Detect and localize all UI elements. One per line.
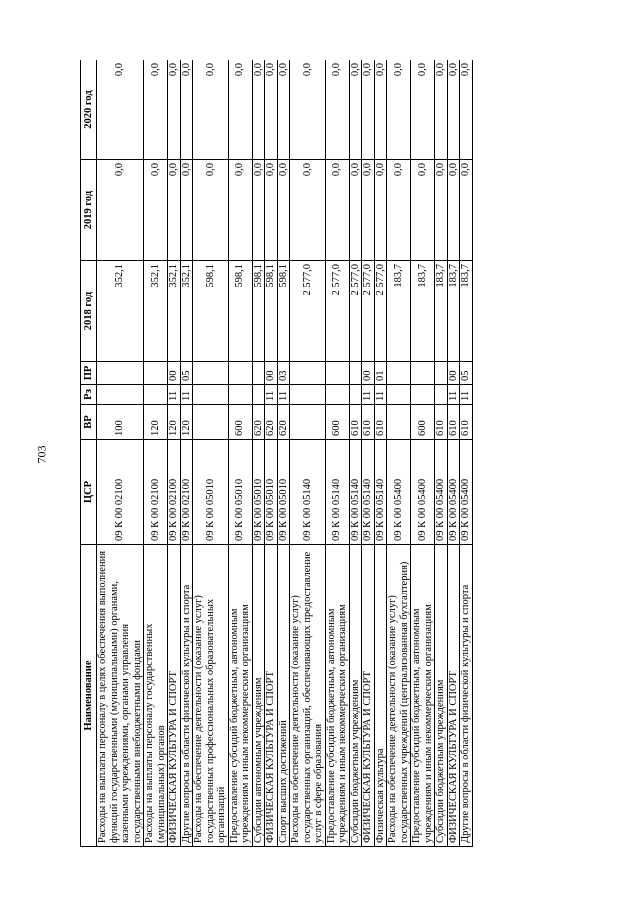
table-row [265, 60, 278, 847]
cell-vr: 100 [97, 405, 144, 440]
cell-pr: 00 [362, 362, 375, 385]
cell-pr [387, 362, 411, 385]
cell-csr: 09 К 00 05010 [228, 440, 252, 545]
cell-2019: 0,0 [180, 160, 193, 261]
cell-pr [252, 362, 265, 385]
cell-csr: 09 К 00 02100 [180, 440, 193, 545]
cell-pr [290, 362, 326, 385]
cell-2018: 183,7 [460, 261, 473, 362]
cell-2020: 0,0 [144, 60, 168, 160]
cell-pr: 03 [277, 362, 290, 385]
cell-csr: 09 К 00 05140 [325, 440, 349, 545]
cell-csr: 09 К 00 05400 [435, 440, 448, 545]
header-name: Наименование [81, 545, 97, 847]
cell-rz: 11 [374, 385, 387, 405]
cell-pr [435, 362, 448, 385]
cell-pr: 05 [460, 362, 473, 385]
cell-2019: 0,0 [168, 160, 181, 261]
cell-pr: 00 [168, 362, 181, 385]
cell-2020: 0,0 [193, 60, 229, 160]
cell-2019: 0,0 [290, 160, 326, 261]
cell-name: ФИЗИЧЕСКАЯ КУЛЬТУРА И СПОРТ [265, 545, 278, 847]
cell-2020: 0,0 [277, 60, 290, 160]
cell-csr: 09 К 00 05400 [460, 440, 473, 545]
table-row [252, 60, 265, 847]
cell-pr [144, 362, 168, 385]
cell-csr: 09 К 00 05010 [252, 440, 265, 545]
cell-rz [435, 385, 448, 405]
cell-csr: 09 К 00 05400 [411, 440, 435, 545]
cell-csr: 09 К 00 05400 [387, 440, 411, 545]
cell-2018: 183,7 [411, 261, 435, 362]
cell-vr: 600 [325, 405, 349, 440]
table-row [228, 60, 252, 847]
cell-csr: 09 К 00 05010 [193, 440, 229, 545]
cell-2020: 0,0 [435, 60, 448, 160]
cell-2019: 0,0 [447, 160, 460, 261]
cell-name: Расходы на обеспечение деятельности (оказание услуг) государственных профессиональных образовательных организаций [193, 545, 229, 847]
cell-name: Спорт высших достижений [277, 545, 290, 847]
cell-name: ФИЗИЧЕСКАЯ КУЛЬТУРА И СПОРТ [168, 545, 181, 847]
cell-vr: 610 [460, 405, 473, 440]
rotated-table-container [80, 60, 563, 847]
table-row [277, 60, 290, 847]
cell-vr: 620 [277, 405, 290, 440]
cell-2019: 0,0 [435, 160, 448, 261]
cell-2019: 0,0 [277, 160, 290, 261]
cell-2018: 352,1 [97, 261, 144, 362]
cell-2019: 0,0 [97, 160, 144, 261]
cell-name: Субсидии бюджетным учреждениям [435, 545, 448, 847]
cell-rz: 11 [277, 385, 290, 405]
table-row [411, 60, 435, 847]
header-row [81, 60, 97, 847]
cell-pr [325, 362, 349, 385]
table-row [97, 60, 144, 847]
cell-name: Расходы на обеспечение деятельности (оказание услуг) государственных организаций, обеспечивающих предоставление услуг в сфере образования [290, 545, 326, 847]
table-row [144, 60, 168, 847]
cell-2020: 0,0 [349, 60, 362, 160]
cell-2018: 183,7 [447, 261, 460, 362]
cell-vr: 610 [362, 405, 375, 440]
cell-2020: 0,0 [228, 60, 252, 160]
table-row [168, 60, 181, 847]
table-row [362, 60, 375, 847]
cell-2018: 2 577,0 [374, 261, 387, 362]
cell-name: ФИЗИЧЕСКАЯ КУЛЬТУРА И СПОРТ [447, 545, 460, 847]
cell-pr: 00 [447, 362, 460, 385]
cell-rz: 11 [168, 385, 181, 405]
table-body [97, 60, 473, 847]
cell-rz: 11 [180, 385, 193, 405]
table-row [349, 60, 362, 847]
cell-vr: 610 [435, 405, 448, 440]
cell-vr: 610 [447, 405, 460, 440]
cell-2020: 0,0 [460, 60, 473, 160]
cell-vr: 600 [228, 405, 252, 440]
cell-2020: 0,0 [411, 60, 435, 160]
cell-vr: 120 [180, 405, 193, 440]
table-row [435, 60, 448, 847]
cell-2020: 0,0 [97, 60, 144, 160]
cell-2018: 352,1 [168, 261, 181, 362]
cell-csr: 09 К 00 02100 [97, 440, 144, 545]
header-2019: 2019 год [81, 160, 97, 261]
cell-vr: 620 [265, 405, 278, 440]
cell-2020: 0,0 [325, 60, 349, 160]
cell-2018: 352,1 [180, 261, 193, 362]
cell-pr: 00 [265, 362, 278, 385]
cell-csr: 09 К 00 05140 [362, 440, 375, 545]
cell-rz: 11 [460, 385, 473, 405]
cell-csr: 09 К 00 05010 [277, 440, 290, 545]
cell-2018: 598,1 [193, 261, 229, 362]
table-row [290, 60, 326, 847]
cell-rz [290, 385, 326, 405]
cell-rz: 11 [447, 385, 460, 405]
cell-name: Расходы на выплаты персоналу государственных (муниципальных) органов [144, 545, 168, 847]
cell-rz [193, 385, 229, 405]
cell-2018: 2 577,0 [362, 261, 375, 362]
cell-vr [290, 405, 326, 440]
cell-vr: 610 [349, 405, 362, 440]
cell-vr: 600 [411, 405, 435, 440]
cell-2019: 0,0 [193, 160, 229, 261]
cell-pr [411, 362, 435, 385]
cell-2019: 0,0 [252, 160, 265, 261]
cell-2020: 0,0 [447, 60, 460, 160]
cell-2019: 0,0 [411, 160, 435, 261]
cell-vr: 120 [168, 405, 181, 440]
cell-vr: 620 [252, 405, 265, 440]
cell-rz: 11 [265, 385, 278, 405]
cell-2018: 352,1 [144, 261, 168, 362]
cell-csr: 09 К 00 02100 [168, 440, 181, 545]
table-header [81, 60, 97, 847]
table-row [460, 60, 473, 847]
cell-rz [387, 385, 411, 405]
cell-2020: 0,0 [265, 60, 278, 160]
cell-name: Другие вопросы в области физической культуры и спорта [180, 545, 193, 847]
cell-csr: 09 К 00 05010 [265, 440, 278, 545]
cell-vr: 120 [144, 405, 168, 440]
cell-2018: 598,1 [265, 261, 278, 362]
cell-name: Субсидии автономным учреждениям [252, 545, 265, 847]
cell-name: Субсидии бюджетным учреждениям [349, 545, 362, 847]
header-csr: ЦСР [81, 440, 97, 545]
cell-2020: 0,0 [180, 60, 193, 160]
cell-rz [411, 385, 435, 405]
cell-2020: 0,0 [362, 60, 375, 160]
cell-pr [228, 362, 252, 385]
cell-csr: 09 К 00 05400 [447, 440, 460, 545]
table-row [180, 60, 193, 847]
cell-2019: 0,0 [374, 160, 387, 261]
cell-2019: 0,0 [460, 160, 473, 261]
header-pr: ПР [81, 362, 97, 385]
table-row [374, 60, 387, 847]
cell-2018: 2 577,0 [325, 261, 349, 362]
cell-pr [349, 362, 362, 385]
cell-2019: 0,0 [144, 160, 168, 261]
cell-2020: 0,0 [168, 60, 181, 160]
cell-name: Предоставление субсидий бюджетным, автономным учреждениям и иным некоммерческим организациям [411, 545, 435, 847]
cell-2018: 2 577,0 [349, 261, 362, 362]
budget-table-sheet [80, 60, 563, 847]
cell-vr [193, 405, 229, 440]
cell-2019: 0,0 [265, 160, 278, 261]
header-rz: Рз [81, 385, 97, 405]
cell-2018: 183,7 [387, 261, 411, 362]
cell-2018: 183,7 [435, 261, 448, 362]
cell-2019: 0,0 [228, 160, 252, 261]
cell-name: Расходы на выплаты персоналу в целях обеспечения выполнения функций государственными (муниципальными) органами, казенными учреждениями, органами управления государственными внебюджетными фондами [97, 545, 144, 847]
header-2020: 2020 год [81, 60, 97, 160]
cell-rz [252, 385, 265, 405]
cell-2018: 598,1 [277, 261, 290, 362]
cell-csr: 09 К 00 02100 [144, 440, 168, 545]
page-number: 703 [34, 445, 49, 464]
cell-2019: 0,0 [362, 160, 375, 261]
cell-name: ФИЗИЧЕСКАЯ КУЛЬТУРА И СПОРТ [362, 545, 375, 847]
table-row [325, 60, 349, 847]
cell-2019: 0,0 [349, 160, 362, 261]
cell-rz [228, 385, 252, 405]
cell-2020: 0,0 [252, 60, 265, 160]
cell-name: Расходы на обеспечение деятельности (оказание услуг) государственных учреждений (централизованная бухгалтерия) [387, 545, 411, 847]
cell-vr [387, 405, 411, 440]
cell-name: Физическая культура [374, 545, 387, 847]
cell-csr: 09 К 00 05140 [349, 440, 362, 545]
cell-rz [325, 385, 349, 405]
cell-2019: 0,0 [325, 160, 349, 261]
table-row [447, 60, 460, 847]
cell-rz [144, 385, 168, 405]
table-row [387, 60, 411, 847]
cell-csr: 09 К 00 05140 [374, 440, 387, 545]
cell-rz [97, 385, 144, 405]
cell-2018: 598,1 [252, 261, 265, 362]
cell-2018: 598,1 [228, 261, 252, 362]
cell-pr [193, 362, 229, 385]
cell-pr: 05 [180, 362, 193, 385]
cell-vr: 610 [374, 405, 387, 440]
cell-pr [97, 362, 144, 385]
table-row [193, 60, 229, 847]
cell-pr: 01 [374, 362, 387, 385]
header-vr: ВР [81, 405, 97, 440]
cell-csr: 09 К 00 05140 [290, 440, 326, 545]
cell-2020: 0,0 [387, 60, 411, 160]
cell-name: Предоставление субсидий бюджетным, автономным учреждениям и иным некоммерческим организациям [228, 545, 252, 847]
cell-2018: 2 577,0 [290, 261, 326, 362]
budget-table [80, 60, 473, 847]
cell-rz [349, 385, 362, 405]
cell-2020: 0,0 [374, 60, 387, 160]
cell-name: Другие вопросы в области физической культуры и спорта [460, 545, 473, 847]
cell-name: Предоставление субсидий бюджетным, автономным учреждениям и иным некоммерческим организациям [325, 545, 349, 847]
cell-rz: 11 [362, 385, 375, 405]
cell-2019: 0,0 [387, 160, 411, 261]
header-2018: 2018 год [81, 261, 97, 362]
cell-2020: 0,0 [290, 60, 326, 160]
